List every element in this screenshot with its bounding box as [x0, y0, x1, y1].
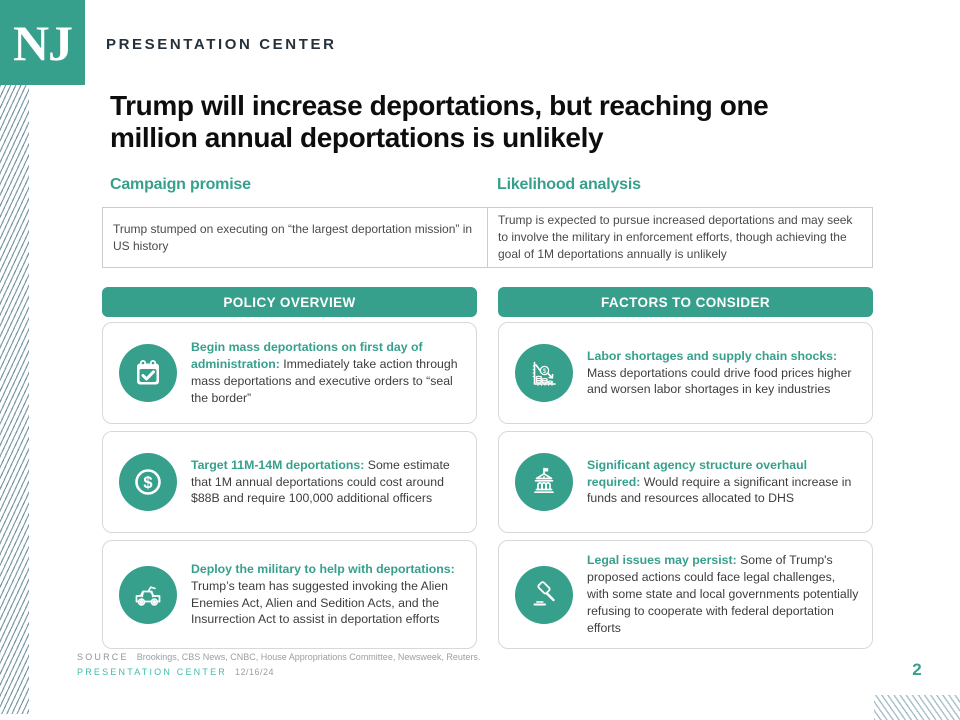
item-lead: Labor shortages and supply chain shocks:	[587, 348, 838, 363]
campaign-promise-text: Trump stumped on executing on “the largest deportation mission” in US history	[113, 221, 473, 253]
footer-date: 12/16/24	[234, 667, 275, 677]
policy-card-first-day	[102, 322, 477, 424]
item-lead: Legal issues may persist:	[587, 553, 737, 568]
nj-logo-text: NJ	[12, 14, 73, 71]
source-line	[77, 652, 480, 662]
factor-card-legal-issues	[498, 540, 873, 649]
item-text	[587, 457, 860, 508]
likelihood-analysis-cell	[487, 208, 872, 267]
dollar-circle-icon	[119, 453, 177, 511]
campaign-promise-cell	[103, 208, 487, 267]
source-label: SOURCE	[77, 652, 129, 662]
slide-title-line1: Trump will increase deportations, but reaching one	[110, 90, 769, 121]
government-building-icon	[515, 453, 573, 511]
item-body: Would require a significant increase in funds and resources allocated to DHS	[587, 474, 852, 506]
left-hatch-decoration	[0, 85, 29, 714]
likelihood-analysis-text: Trump is expected to pursue increased deportations and may seek to involve the military in enforcement efforts, though achieving the goal of 1M deportations annually is unlikely	[498, 213, 853, 261]
comparison-table	[102, 207, 873, 268]
item-lead: Target 11M-14M deportations:	[191, 457, 365, 472]
svg-text:$: $	[542, 368, 547, 375]
factor-card-agency-overhaul	[498, 431, 873, 533]
item-text	[191, 339, 464, 406]
falling-prices-chart-icon	[515, 344, 573, 402]
item-body: Immediately take action through mass deportations and executive orders to “seal the border”	[191, 357, 458, 405]
item-body: Some of Trump's proposed actions could face legal challenges, with some state and local governments potentially refusing to cooperate with federal deportation efforts	[587, 553, 859, 635]
item-text	[191, 561, 464, 628]
item-lead: Significant agency structure overhaul required:	[587, 457, 808, 489]
gavel-icon	[515, 566, 573, 624]
presentation-center-line	[77, 667, 480, 677]
factors-to-consider-bar: FACTORS TO CONSIDER	[498, 287, 873, 317]
military-jeep-icon	[119, 566, 177, 624]
nj-logo	[0, 0, 85, 85]
item-text	[587, 348, 860, 399]
item-body: Trump’s team has suggested invoking the Alien Enemies Act, Alien and Sedition Acts, and the Insurrection Act to assist in deportation efforts	[191, 578, 449, 627]
policy-card-target-deportations	[102, 431, 477, 533]
footer-presentation-center-label: PRESENTATION CENTER	[77, 667, 227, 677]
page-number: 2	[912, 660, 922, 679]
policy-overview-bar: POLICY OVERVIEW	[102, 287, 477, 317]
item-text	[587, 552, 860, 636]
source-text: Brookings, CBS News, CNBC, House Appropriations Committee, Newsweek, Reuters.	[136, 652, 481, 662]
item-lead: Deploy the military to help with deportations:	[191, 561, 455, 576]
item-body: Some estimate that 1M annual deportations could cost around $88B and require 100,000 additional officers	[191, 457, 450, 506]
likelihood-analysis-header: Likelihood analysis	[497, 176, 641, 193]
slide-title-line2: million annual deportations is unlikely	[110, 122, 604, 154]
factor-card-labor-shortages	[498, 322, 873, 424]
campaign-promise-header: Campaign promise	[110, 176, 251, 193]
item-body: Mass deportations could drive food prices higher and worsen labor shortages in key industries	[587, 365, 852, 397]
slide-title	[110, 90, 870, 154]
item-text	[191, 457, 464, 508]
calendar-check-icon	[119, 344, 177, 402]
item-lead: Begin mass deportations on first day of administration:	[191, 340, 423, 372]
bottom-right-hatch-decoration	[874, 695, 960, 720]
policy-card-military	[102, 540, 477, 649]
presentation-center-label: PRESENTATION CENTER	[106, 36, 337, 53]
svg-text:$: $	[143, 474, 153, 492]
footer	[77, 652, 480, 682]
